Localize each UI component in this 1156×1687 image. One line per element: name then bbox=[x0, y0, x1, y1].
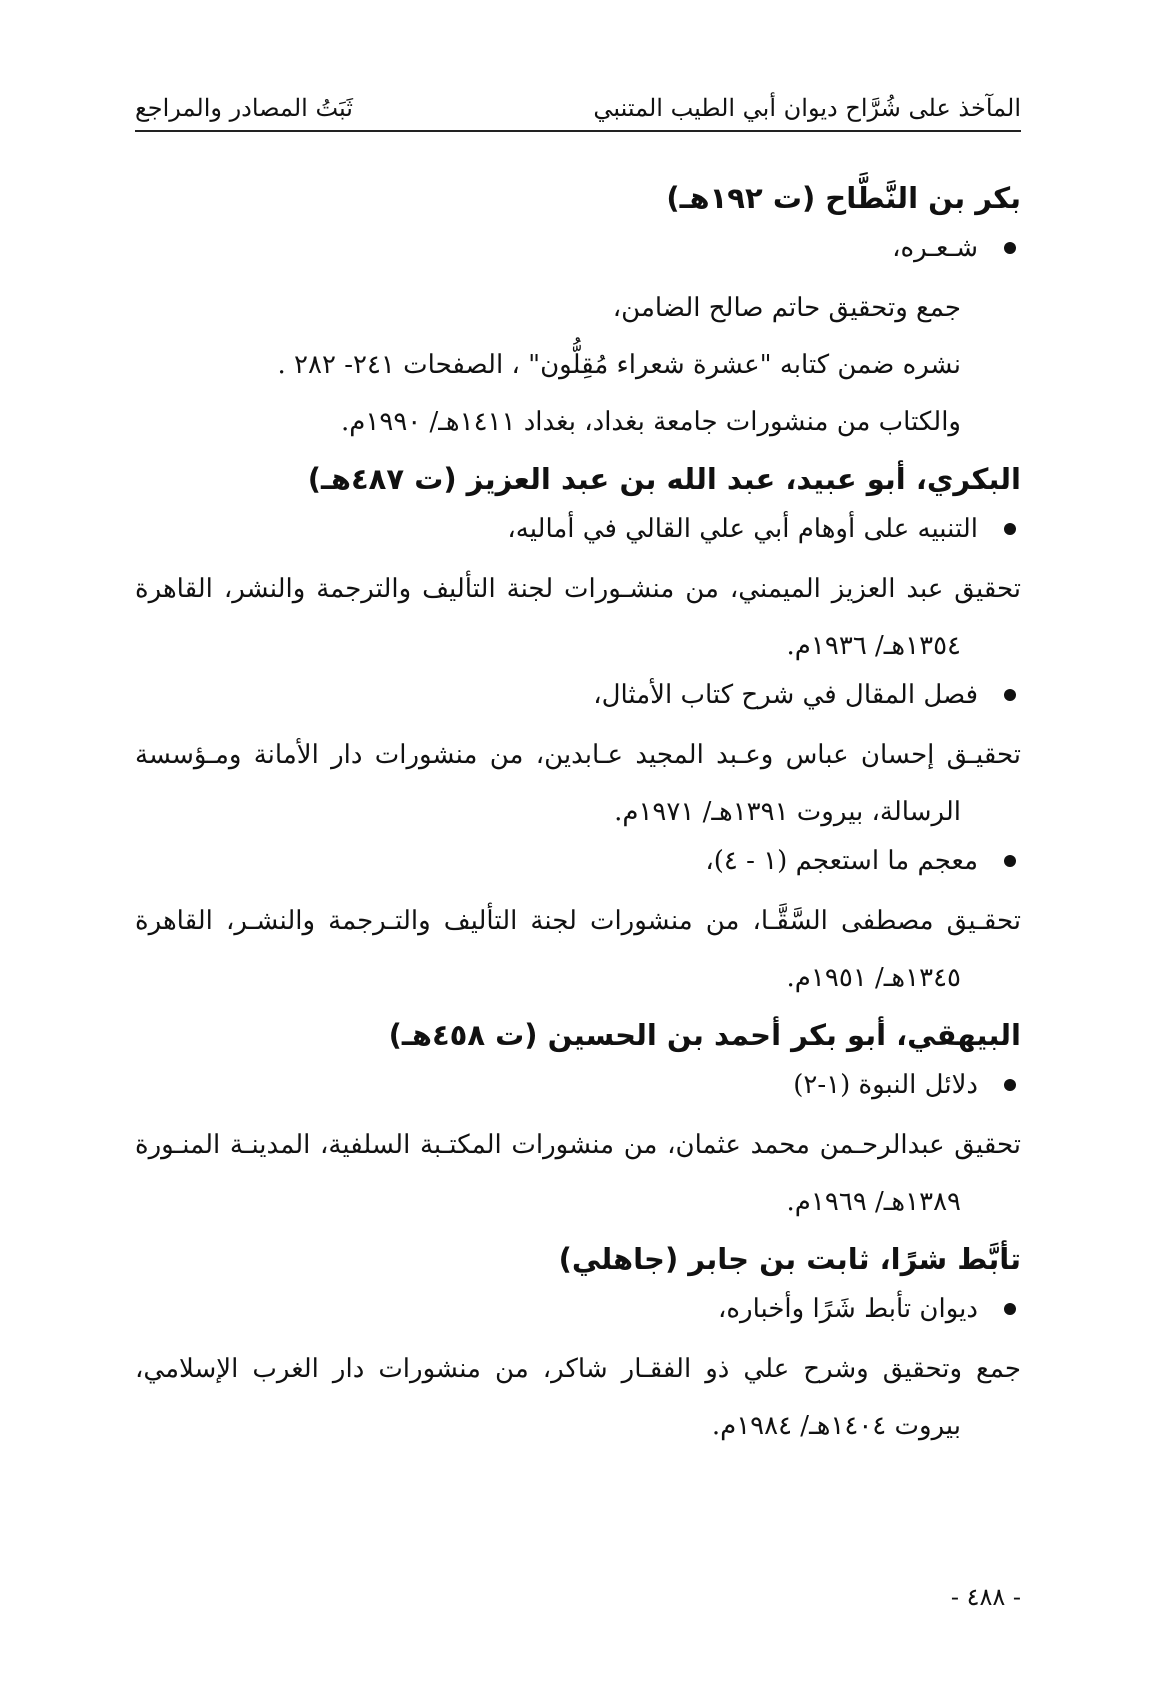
detail-line: جمع وتحقيق حاتم صالح الضامن، bbox=[612, 293, 961, 323]
bullet-icon bbox=[1004, 1303, 1016, 1315]
work-item bbox=[135, 675, 1021, 715]
work-item bbox=[135, 228, 1021, 268]
entry-author: البكري، أبو عبيد، عبد الله بن عبد العزيز (ت ٤٨٧هـ) bbox=[307, 462, 1021, 496]
entry-author: بكر بن النَّطَّاح (ت ١٩٢هـ) bbox=[666, 181, 1021, 215]
bullet-icon bbox=[1004, 523, 1016, 535]
detail-line: نشره ضمن كتابه "عشرة شعراء مُقِلُّون" ، الصفحات ٢٤١- ٢٨٢ . bbox=[277, 350, 961, 380]
header-book-title: المآخذ على شُرَّاح ديوان أبي الطيب المتنبي bbox=[593, 94, 1021, 122]
bullet-icon bbox=[1004, 855, 1016, 867]
bibliography-entry bbox=[135, 459, 1021, 1007]
detail-line: الرسالة، بيروت ١٣٩١هـ/ ١٩٧١م. bbox=[614, 797, 961, 827]
work-details bbox=[135, 893, 1021, 1007]
work-details bbox=[135, 1117, 1021, 1231]
bibliography-entry bbox=[135, 1239, 1021, 1455]
detail-line: تحقيق عبد العزيز الميمني، من منشـورات لجنة التأليف والترجمة والنشر، القاهرة bbox=[135, 574, 1021, 604]
bullet-icon bbox=[1004, 242, 1016, 254]
work-title: التنبيه على أوهام أبي علي القالي في أماليه، bbox=[507, 514, 978, 544]
detail-line: ١٣٥٤هـ/ ١٩٣٦م. bbox=[786, 631, 961, 661]
entry-author: البيهقي، أبو بكر أحمد بن الحسين (ت ٤٥٨هـ) bbox=[388, 1018, 1021, 1052]
work-item bbox=[135, 509, 1021, 549]
detail-line: تحقيق عبدالرحـمن محمد عثمان، من منشورات المكتـبة السلفية، المدينـة المنـورة bbox=[135, 1130, 1021, 1160]
detail-line: تحقـيق مصطفى السَّقَّـا، من منشورات لجنة التأليف والتـرجمة والنشـر، القاهرة bbox=[135, 906, 1021, 936]
bibliography-entry bbox=[135, 1015, 1021, 1231]
work-title: دلائل النبوة (١-٢) bbox=[793, 1070, 978, 1100]
work-details bbox=[135, 280, 1021, 451]
bullet-icon bbox=[1004, 689, 1016, 701]
work-title: معجم ما استعجم (١ - ٤)، bbox=[705, 846, 978, 876]
detail-line: والكتاب من منشورات جامعة بغداد، بغداد ١٤١١هـ/ ١٩٩٠م. bbox=[341, 407, 961, 437]
page-number: - ٤٨٨ - bbox=[950, 1583, 1021, 1611]
detail-line: ١٣٤٥هـ/ ١٩٥١م. bbox=[786, 963, 961, 993]
entry-author: تأبَّط شرًا، ثابت بن جابر (جاهلي) bbox=[558, 1242, 1021, 1276]
bullet-icon bbox=[1004, 1079, 1016, 1091]
work-item bbox=[135, 1289, 1021, 1329]
detail-line: بيروت ١٤٠٤هـ/ ١٩٨٤م. bbox=[711, 1411, 961, 1441]
work-title: ديوان تأبط شَرًا وأخباره، bbox=[718, 1294, 978, 1324]
running-header bbox=[135, 88, 1021, 132]
bibliography-content bbox=[135, 178, 1021, 1463]
detail-line: ١٣٨٩هـ/ ١٩٦٩م. bbox=[786, 1187, 961, 1217]
work-title: شـعـره، bbox=[892, 233, 978, 263]
work-details bbox=[135, 561, 1021, 675]
work-item bbox=[135, 841, 1021, 881]
header-section-title: ثَبَتُ المصادر والمراجع bbox=[135, 94, 353, 122]
bibliography-entry bbox=[135, 178, 1021, 451]
work-details bbox=[135, 1341, 1021, 1455]
work-item bbox=[135, 1065, 1021, 1105]
work-details bbox=[135, 727, 1021, 841]
work-title: فصل المقال في شرح كتاب الأمثال، bbox=[593, 680, 978, 710]
detail-line: جمع وتحقيق وشرح علي ذو الفقـار شاكر، من منشورات دار الغرب الإسلامي، bbox=[135, 1354, 1021, 1384]
detail-line: تحقيـق إحسان عباس وعـبد المجيد عـابدين، من منشورات دار الأمانة ومـؤسسة bbox=[135, 740, 1021, 770]
